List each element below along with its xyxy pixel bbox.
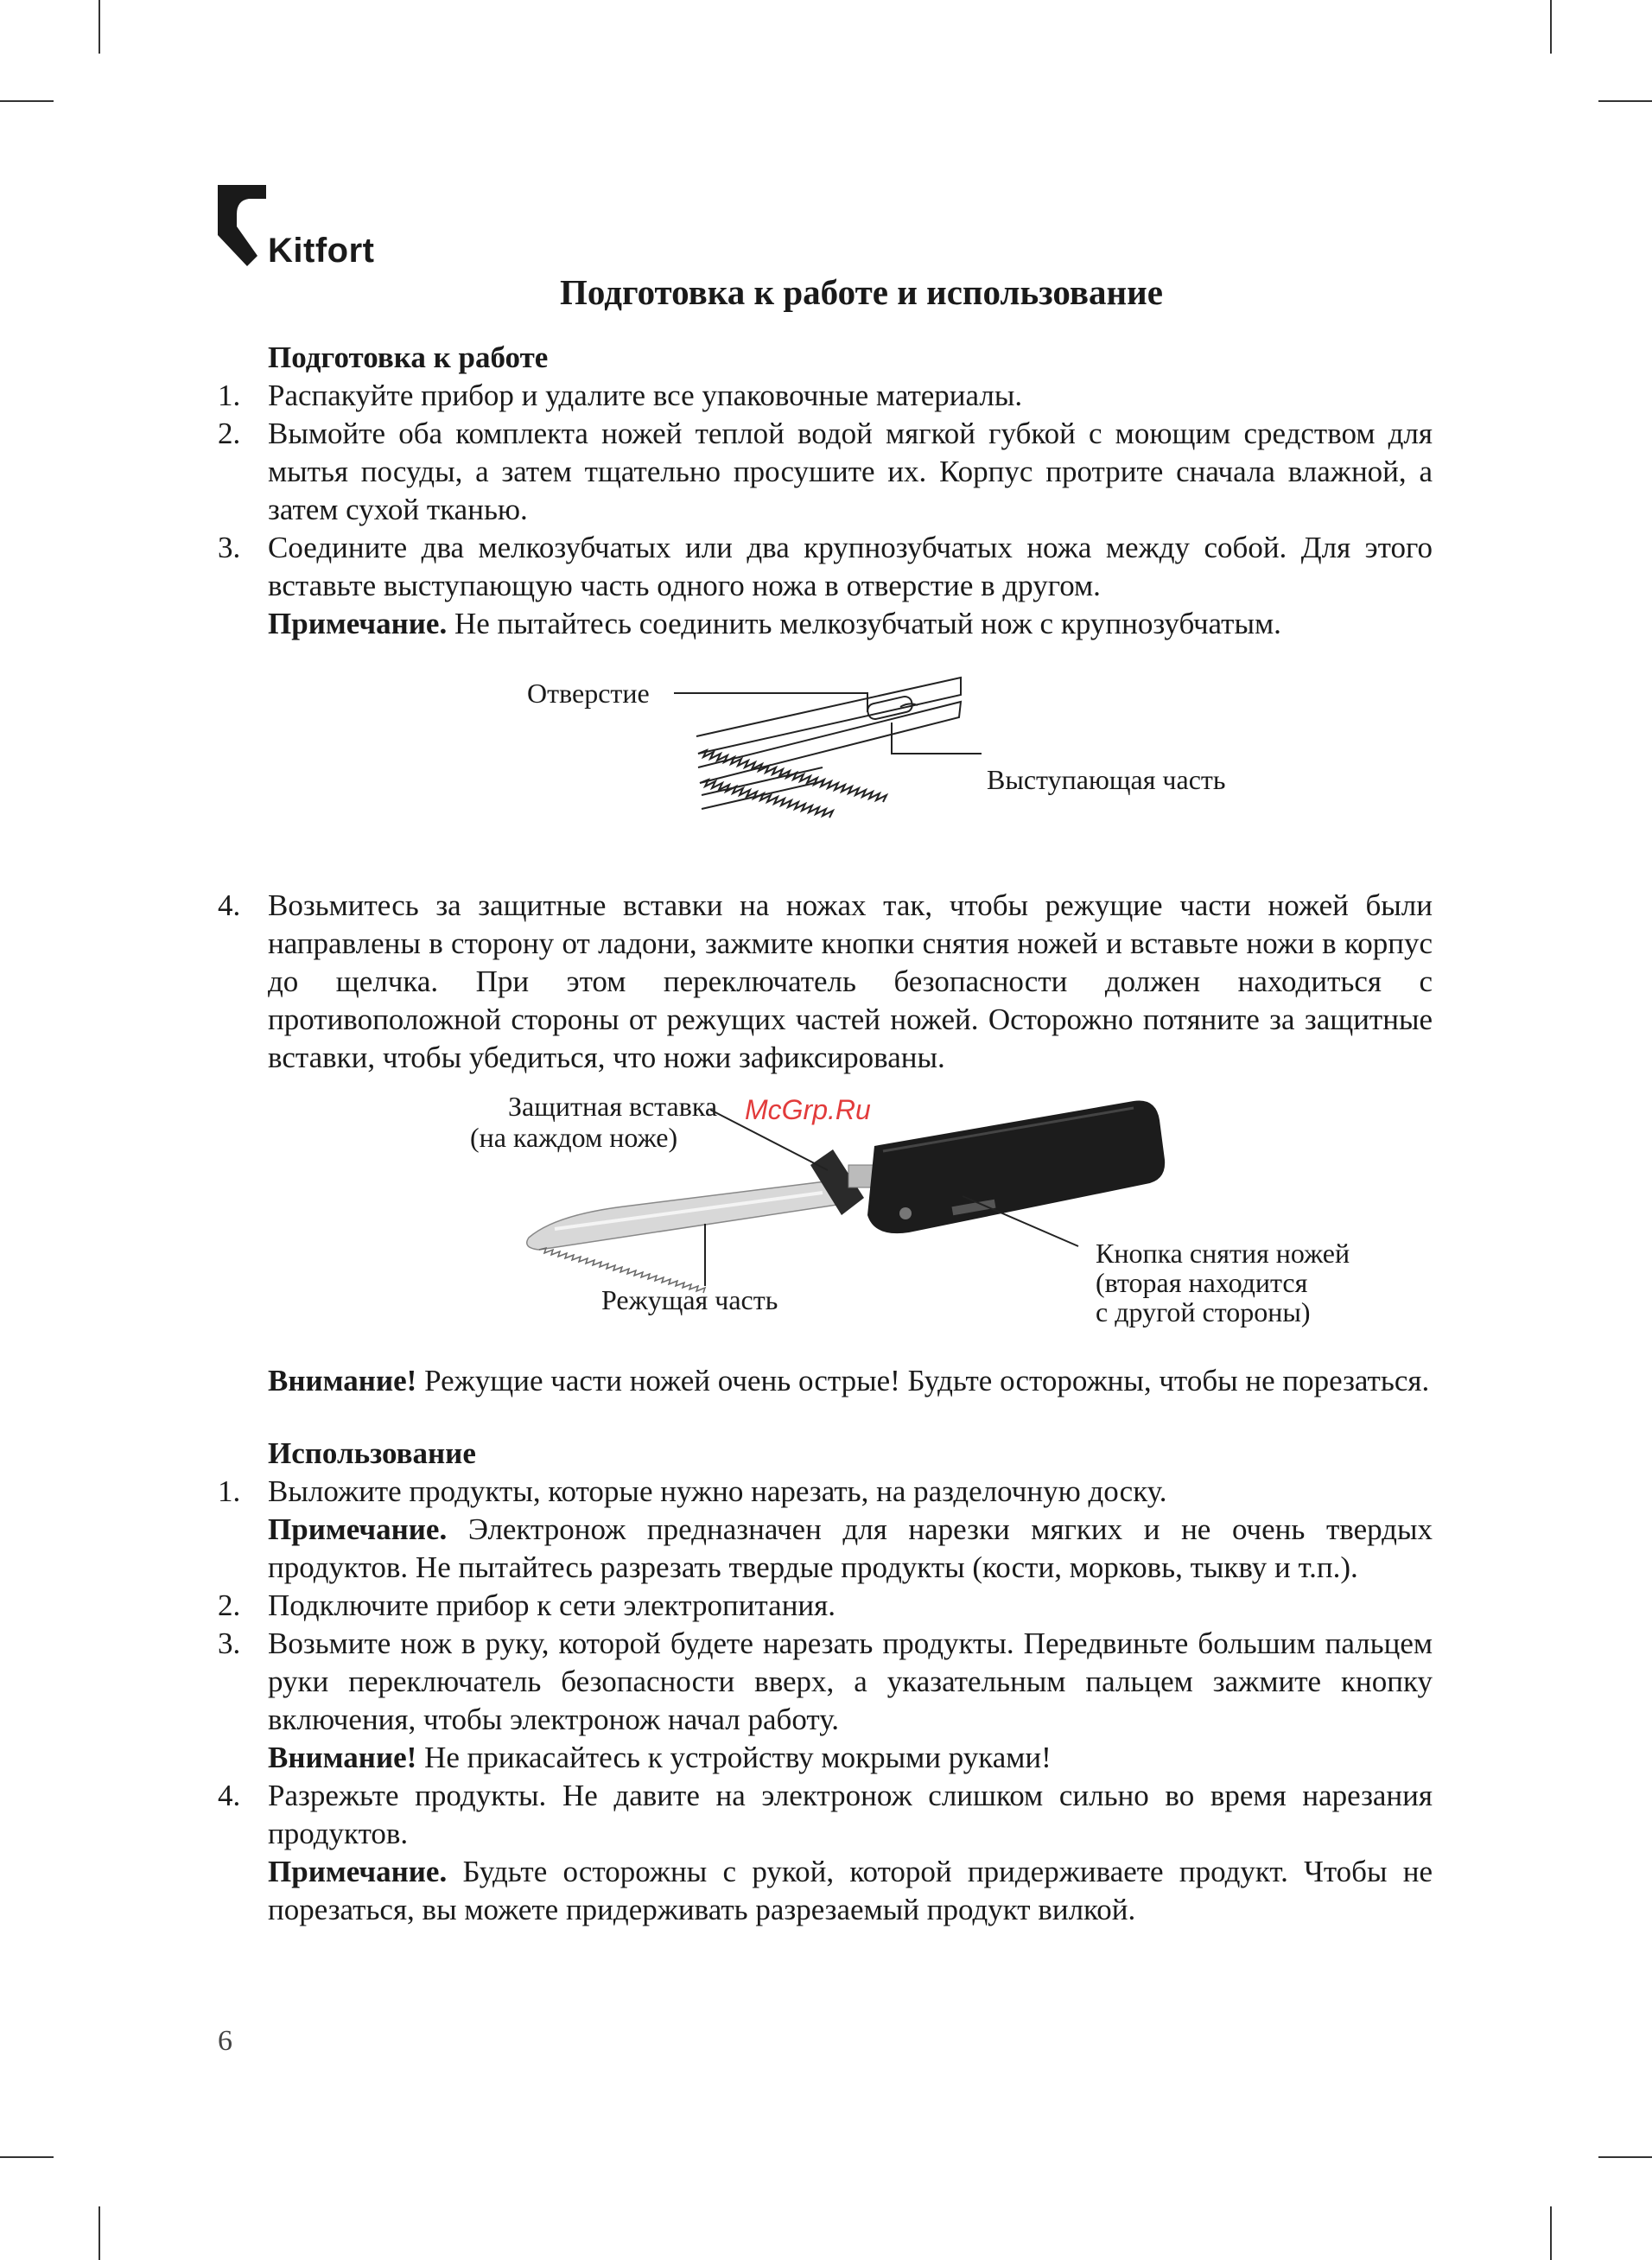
knife-figure xyxy=(218,1085,1433,1345)
guard-label-1: Защитная вставка xyxy=(508,1091,718,1122)
list-item: 4. Возьмитесь за защитные вставки на ножах так, чтобы режущие части ножей были направлены в сторону от ладони, зажмите кнопки снятия ножей и вставьте ножи в корпус до щелчка. При этом переключатель безопасности должен находиться с противоположной стороны от режущих частей ножей. Осторожно потяните за защитные вставки, чтобы убедиться, что ножи зафиксированы. xyxy=(218,888,1433,1074)
usage-list xyxy=(218,1473,1433,1929)
button-label-2: (вторая находится xyxy=(1096,1267,1308,1298)
blade-connection-figure xyxy=(218,660,1433,876)
guard-label-2: (на каждом ноже) xyxy=(470,1122,678,1153)
crop-mark xyxy=(1598,100,1652,102)
note: Примечание. Будьте осторожны с рукой, которой придерживаете продукт. Чтобы не порезаться, вы можете придерживать разрезаемый продукт вилкой. xyxy=(268,1855,1433,1926)
note: Примечание. Не пытайтесь соединить мелкозубчатый нож с крупнозубчатым. xyxy=(268,607,1281,640)
kitfort-logo-icon xyxy=(218,185,266,266)
button-label-1: Кнопка снятия ножей xyxy=(1096,1238,1350,1269)
list-item: 4. Разрежьте продукты. Не давите на электронож слишком сильно во время нарезания продуктов. Примечание. Будьте осторожны с рукой, которой придерживаете продукт. Чтобы не порезаться, вы можете придерживать разрезаемый продукт вилкой. xyxy=(218,1777,1433,1929)
crop-mark xyxy=(1598,2156,1652,2158)
page-number: 6 xyxy=(218,2025,232,2057)
list-item: 1. Распакуйте прибор и удалите все упаковочные материалы. xyxy=(218,379,1023,412)
usage-heading: Использование xyxy=(268,1436,476,1470)
hole-label: Отверстие xyxy=(527,678,650,709)
tab-label: Выступающая часть xyxy=(987,764,1226,795)
list-item: 3. Соедините два мелкозубчатых или два крупнозубчатых ножа между собой. Для этого вставьте выступающую часть одного ножа в отверстие в другом. Примечание. Не пытайтесь соединить мелкозубчатый нож с крупнозубчатым. xyxy=(218,529,1433,643)
prep-list-cont xyxy=(218,887,1433,1077)
blades-diagram xyxy=(218,660,1433,876)
watermark: McGrp.Ru xyxy=(745,1094,871,1125)
crop-mark xyxy=(98,2206,100,2260)
list-item: 2. Подключите прибор к сети электропитания. xyxy=(218,1588,836,1622)
crop-mark xyxy=(0,2156,54,2158)
button-label-3: с другой стороны) xyxy=(1096,1296,1311,1327)
crop-mark xyxy=(98,0,100,54)
note: Внимание! Не прикасайтесь к устройству мокрыми руками! xyxy=(268,1741,1052,1774)
note: Примечание. Электронож предназначен для нарезки мягких и не очень твердых продуктов. Не пытайтесь разрезать твердые продукты (кости, морковь, тыкву и т.п.). xyxy=(268,1512,1433,1584)
list-item: 2. Вымойте оба комплекта ножей теплой водой мягкой губкой с моющим средством для мытья посуды, а затем тщательно просушите их. Корпус протрите сначала влажной, а затем сухой тканью. xyxy=(218,417,1433,526)
page-content xyxy=(218,268,1433,1929)
crop-mark xyxy=(1550,2206,1552,2260)
page-title: Подготовка к работе и использование xyxy=(560,272,1163,312)
brand-name: Kitfort xyxy=(268,232,375,270)
crop-mark xyxy=(1550,0,1552,54)
list-item: 1. Выложите продукты, которые нужно нарезать, на разделочную доску. Примечание. Электронож предназначен для нарезки мягких и не очень твердых продуктов. Не пытайтесь разрезать твердые продукты (кости, морковь, тыкву и т.п.). xyxy=(218,1473,1433,1587)
blade-label: Режущая часть xyxy=(601,1284,778,1315)
prep-list xyxy=(218,377,1433,643)
warning: Внимание! Режущие части ножей очень острые! Будьте осторожны, чтобы не порезаться. xyxy=(268,1364,1430,1397)
prep-heading: Подготовка к работе xyxy=(268,341,549,374)
crop-mark xyxy=(0,100,54,102)
list-item: 3. Возьмите нож в руку, которой будете нарезать продукты. Передвиньте большим пальцем руки переключатель безопасности вверх, а указательным пальцем зажмите кнопку включения, чтобы электронож начал работу. Внимание! Не прикасайтесь к устройству мокрыми руками! xyxy=(218,1625,1433,1777)
